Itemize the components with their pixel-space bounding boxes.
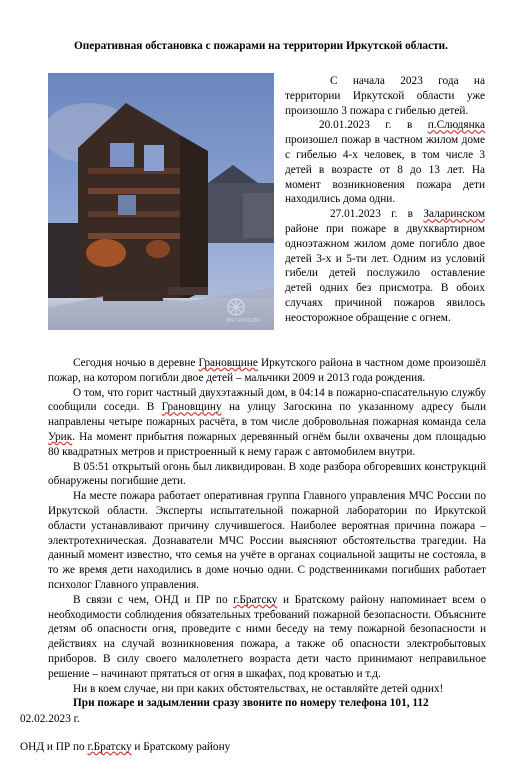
side-paragraph-2: 20.01.2023 г. в п.Слюдянка произошел пожар в частном жилом доме с гибелью 4-х человек, в том числе 3 детей в возрасте от 8 до 13 лет. На момент возникновения пожара дети находились дома одни. <box>285 119 485 206</box>
place-name: г.Братску <box>87 741 132 753</box>
document-date: 02.02.2023 г. <box>20 713 80 725</box>
side-paragraph-3: 27.01.2023 г. в Заларинском районе при пожаре в двухквартирном одноэтажном жилом доме погибло двое детей 3-х и 5-ти лет. Одним из условий гибели детей послужило оставление детей одних без присмотра. В обоих случаях причиной пожаров явилось неосторожное обращение с огнем. <box>285 208 485 324</box>
side-column-text <box>285 74 485 326</box>
watermark-label: МЧС РОССИИ <box>226 318 260 324</box>
place-name: Грановщине <box>198 357 258 369</box>
mchs-watermark <box>226 297 260 324</box>
main-text <box>48 356 486 711</box>
place-name: Заларинском <box>423 208 485 221</box>
document-title: Оперативная обстановка с пожарами на территории Иркутской области. <box>74 40 448 52</box>
main-paragraph-5: В связи с чем, ОНД и ПР по г.Братску и Братскому району напоминает всем о необходимости соблюдения обязательных требований пожарной безопасности. Объясните детям об опасности огня, проведите с ними беседу на тему пожарной безопасности и действиях на случай возникновения пожара, а также об опасности электробытовых приборов. В силу своего малолетнего возраста дети часто принимают неправильное решение – начинают прятаться от огня в шкафах, под кроватью и т.д. <box>48 593 487 680</box>
emergency-phone-notice: При пожаре и задымлении сразу звоните по номеру телефона 101, 112 <box>73 697 429 710</box>
side-paragraph-1: С начала 2023 года на территории Иркутской области уже произошло 3 пожара с гибелью детей. <box>285 75 485 117</box>
mchs-emblem-icon <box>226 297 246 317</box>
main-paragraph-6: Ни в коем случае, ни при каких обстоятельствах, не оставляйте детей одних! <box>73 682 444 695</box>
main-paragraph-2: О том, что горит частный двухэтажный дом, в 04:14 в пожарно-спасательную службу сообщили соседи. В Грановщину на улицу Загоскина по указанному адресу были направлены четыре пожарных расчёта, в том числе добровольная пожарная команда села Урик. На момент прибытия пожарных деревянный огнём были охвачены дом площадью 80 квадратных метров и пристроенный к нему гараж с автомобилем внутри. <box>48 386 486 458</box>
place-name: г.Братску <box>233 593 278 606</box>
document-signature-org: ОНД и ПР по г.Братску и Братскому району <box>20 741 231 753</box>
main-paragraph-1: Сегодня ночью в деревне Грановщине Иркутского района в частном доме произошёл пожар, на котором погибли двое детей – мальчики 2009 и 2013 года рождения. <box>48 357 486 384</box>
main-paragraph-3: В 05:51 открытый огонь был ликвидирован. В ходе разбора обгоревших конструкций обнаружены погибшие дети. <box>48 460 486 488</box>
burned-house-photo <box>48 73 274 330</box>
place-name: Урик <box>48 430 73 443</box>
place-name: Грановщину <box>161 401 222 414</box>
main-paragraph-4: На месте пожара работает оперативная группа Главного управления МЧС России по Иркутской области. Эксперты испытательной пожарной лаборатории по Иркутской области устанавливают причину случившегося. Наиболее вероятная причина пожара – электротехническая. Дознаватели МЧС России выясняют обстоятельства трагедии. На данный момент известно, что семья на учёте в органах социальной защиты не состояла, в то же время дети находились в доме ночью одни. С родственниками погибших работает психолог Главного управления. <box>48 490 486 591</box>
place-name: п.Слюдянка <box>427 119 485 132</box>
